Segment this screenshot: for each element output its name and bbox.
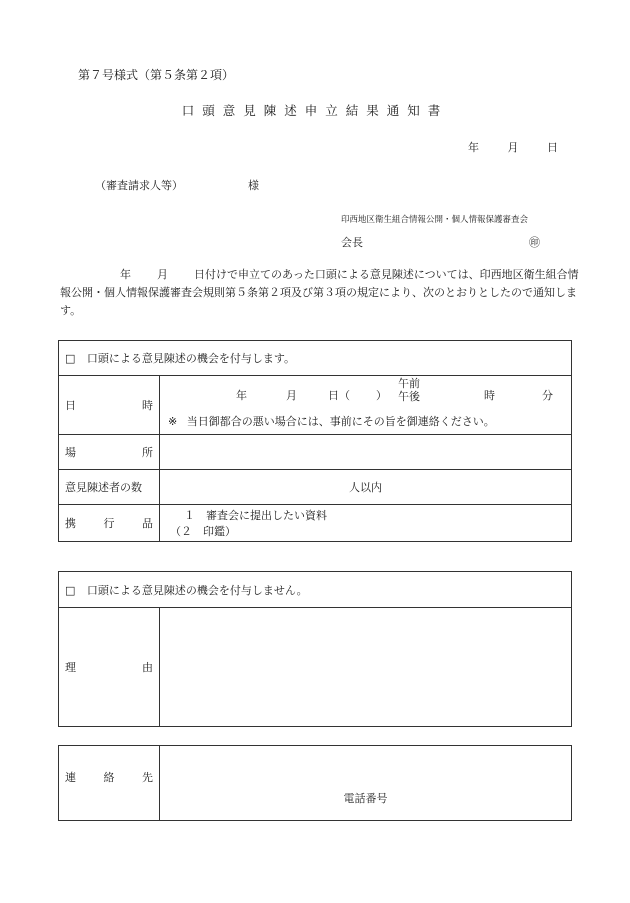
form-number: 第７号様式（第５条第２項）	[78, 68, 235, 82]
contact-field[interactable]	[160, 746, 572, 821]
seal-mark: ㊞	[529, 236, 540, 249]
grant-heading	[59, 341, 572, 376]
datetime-field[interactable]: 年 月 日（ ） 午前 午後 時 分 ※ 当日御都合の悪い場合には、事前にその旨を御連絡ください。	[160, 376, 572, 435]
notice-body	[60, 266, 580, 320]
place-label: 場 所	[59, 435, 160, 470]
grant-checkbox[interactable]: □	[65, 352, 76, 365]
contact-section	[58, 745, 572, 821]
addressee-label: （審査請求人等）	[95, 179, 183, 192]
deny-heading-text: 口頭による意見陳述の機会を付与しません。	[86, 583, 308, 597]
items-label: 携 行 品	[59, 505, 160, 542]
contact-label: 連 絡 先	[59, 746, 160, 821]
deny-checkbox[interactable]: □	[65, 583, 76, 597]
attendance-note: ※ 当日御都合の悪い場合には、事前にその旨を御連絡ください。	[168, 415, 495, 428]
addressee-honorific: 様	[248, 179, 259, 192]
date-month: 月	[507, 141, 519, 154]
document-title: 口頭意見陳述申立結果通知書	[181, 103, 449, 118]
grant-section	[58, 340, 572, 542]
item-seal: （２ 印鑑）	[170, 525, 236, 538]
items-field[interactable]	[160, 505, 572, 542]
item-documents: １ 審査会に提出したい資料	[184, 509, 327, 522]
grant-heading-text: 口頭による意見陳述の機会を付与します。	[86, 352, 296, 365]
issuer-title: 会長	[341, 236, 363, 249]
place-field[interactable]	[160, 435, 572, 470]
date-day: 日	[547, 141, 558, 154]
ampm-choice: 午前 午後	[398, 377, 420, 403]
attendees-unit: 人以内	[349, 481, 382, 494]
datetime-label: 日 時	[59, 376, 160, 435]
attendees-field[interactable]	[160, 470, 572, 505]
deny-section	[58, 571, 572, 727]
body-month: 月	[157, 268, 168, 281]
reason-label: 理 由	[59, 608, 160, 727]
issue-date	[468, 139, 558, 155]
body-year: 年	[120, 268, 131, 281]
body-text: 日付けで申立てのあった口頭による意見陳述については、印西地区衛生組合情報公開・個人情報保護審査会規則第５条第２項及び第３項の規定により、次のとおりとしたので通知します。	[60, 268, 579, 317]
issuer-organization: 印西地区衛生組合情報公開・個人情報保護審査会	[341, 215, 529, 225]
phone-label: 電話番号	[343, 792, 388, 805]
date-year: 年	[468, 141, 479, 154]
deny-heading	[59, 572, 572, 608]
reason-field[interactable]	[160, 608, 572, 727]
attendees-label: 意見陳述者の数	[59, 470, 160, 505]
